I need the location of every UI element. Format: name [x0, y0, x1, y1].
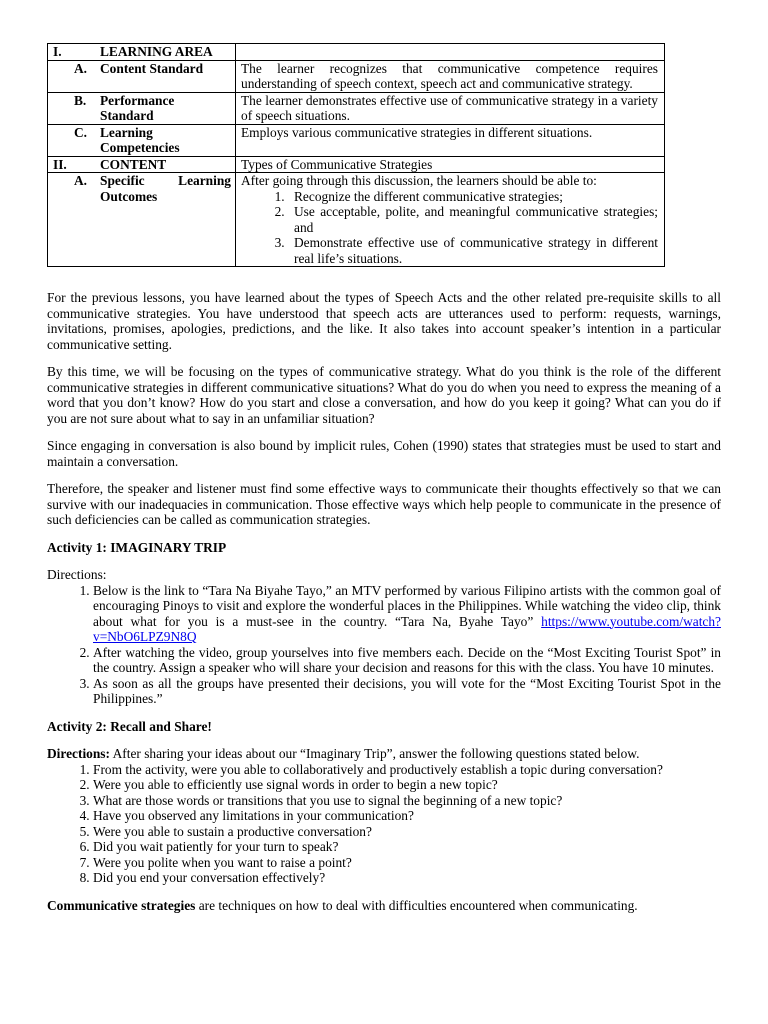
table-row: [48, 156, 665, 173]
outcomes-intro: After going through this discussion, the learners should be able to:: [241, 173, 597, 188]
table-row: [48, 92, 665, 124]
activity2-directions: Directions: After sharing your ideas about our “Imaginary Trip”, answer the following questions stated below.: [47, 746, 640, 761]
table-row: [48, 44, 665, 61]
row-label: Learning Competencies: [100, 124, 180, 155]
table-row: [48, 124, 665, 156]
learning-outcomes-cell: [236, 173, 665, 267]
row-label: Performance Standard: [100, 92, 175, 123]
section-label: LEARNING AREA: [100, 44, 213, 59]
list-item: 2. After watching the video, group yourselves into five members each. Decide on the “Most Exciting Tourist Spot” in the country. Assign a speaker who will share your decision and reasons for this with the class. You have 10 minutes.: [93, 645, 721, 676]
activity1-directions-list: [47, 583, 721, 707]
list-item: 1. Recognize the different communicative strategies;: [288, 189, 658, 205]
row-label: Specific Learning Outcomes: [100, 173, 231, 204]
activity2-questions: [47, 762, 721, 886]
paragraph: Therefore, the speaker and listener must find some effective ways to communicate their thoughts effectively so that we can survive with our inadequacies in communication. Those effective ways which help people to communicate in the presence of such deficiencies can be called as communication strategies.: [47, 481, 721, 527]
section-number: I.: [53, 44, 62, 59]
list-item: 6. Did you wait patiently for your turn to speak?: [93, 839, 721, 855]
list-item: 4. Have you observed any limitations in your communication?: [93, 808, 721, 824]
list-item: 1. From the activity, were you able to collaboratively and productively establish a topic during conversation?: [93, 762, 721, 778]
paragraph: By this time, we will be focusing on the types of communicative strategy. What do you think is the role of the different communicative strategies in different communicative situations? What do you do when you need to express the meaning of a word that you don’t know? How do you start and close a conversation, and how do you keep it going? What can you do if you are not sure about what to say in an unfamiliar situation?: [47, 364, 721, 426]
list-item: 2. Use acceptable, polite, and meaningful communicative strategies; and: [288, 204, 658, 235]
activity1-title: Activity 1: IMAGINARY TRIP: [47, 539, 227, 555]
learning-competencies-value: Employs various communicative strategies in different situations.: [236, 124, 665, 156]
row-letter: A.: [74, 173, 88, 188]
list-item: 2. Were you able to efficiently use signal words in order to begin a new topic?: [93, 777, 721, 793]
list-item: 3. Demonstrate effective use of communicative strategy in different real life’s situations.: [288, 235, 658, 266]
youtube-link[interactable]: https://www.youtube.com/watch?v=NbO6LPZ9N8Q: [93, 613, 721, 644]
table-row: [48, 173, 665, 267]
row-letter: B.: [74, 92, 87, 108]
document-page: [47, 43, 721, 913]
list-item: 5. Were you able to sustain a productive conversation?: [93, 824, 721, 840]
activity1-directions-label: Directions:: [47, 567, 107, 582]
activity2-title: Activity 2: Recall and Share!: [47, 718, 212, 734]
list-item: 3. What are those words or transitions that you use to signal the beginning of a new topic?: [93, 793, 721, 809]
list-item: 7. Were you polite when you want to raise a point?: [93, 855, 721, 871]
outcomes-list: [241, 189, 658, 267]
paragraph: Since engaging in conversation is also bound by implicit rules, Cohen (1990) states that strategies must be used to start and maintain a conversation.: [47, 438, 721, 469]
content-value: Types of Communicative Strategies: [236, 156, 665, 173]
content-standard-value: The learner recognizes that communicative competence requires understanding of speech context, speech act and communicative strategy.: [236, 60, 665, 92]
performance-standard-value: The learner demonstrates effective use of communicative strategy in a variety of speech situations.: [236, 92, 665, 124]
list-item: 8. Did you end your conversation effectively?: [93, 870, 721, 886]
section-label: CONTENT: [100, 156, 167, 172]
row-label: Content Standard: [100, 60, 204, 76]
section-number: II.: [53, 156, 67, 172]
list-item: 1. Below is the link to “Tara Na Biyahe Tayo,” an MTV performed by various Filipino artists with the common goal of encouraging Pinoys to visit and explore the wonderful places in the Philippines. While watching the video clip, think about what for you is a must-see in the country. “Tara Na, Byahe Tayo” https://www.youtube.com/watch?v=NbO6LPZ9N8Q: [93, 583, 721, 645]
learning-area-table: [47, 43, 665, 267]
paragraph: For the previous lessons, you have learned about the types of Speech Acts and the other related pre-requisite skills to all communicative strategies. You have understood that speech acts are utterances used to perform: requests, warnings, invitations, promises, apologies, predictions, and the like. It also takes into account speaker’s intention in a particular communicative setting.: [47, 290, 721, 352]
table-row: [48, 60, 665, 92]
row-letter: C.: [74, 124, 88, 140]
list-item: 3. As soon as all the groups have presented their decisions, you will vote for the “Most Exciting Tourist Spot in the Philippines.”: [93, 676, 721, 707]
row-letter: A.: [74, 60, 88, 76]
closing-paragraph: Communicative strategies are techniques on how to deal with difficulties encountered when communicating.: [47, 897, 638, 913]
